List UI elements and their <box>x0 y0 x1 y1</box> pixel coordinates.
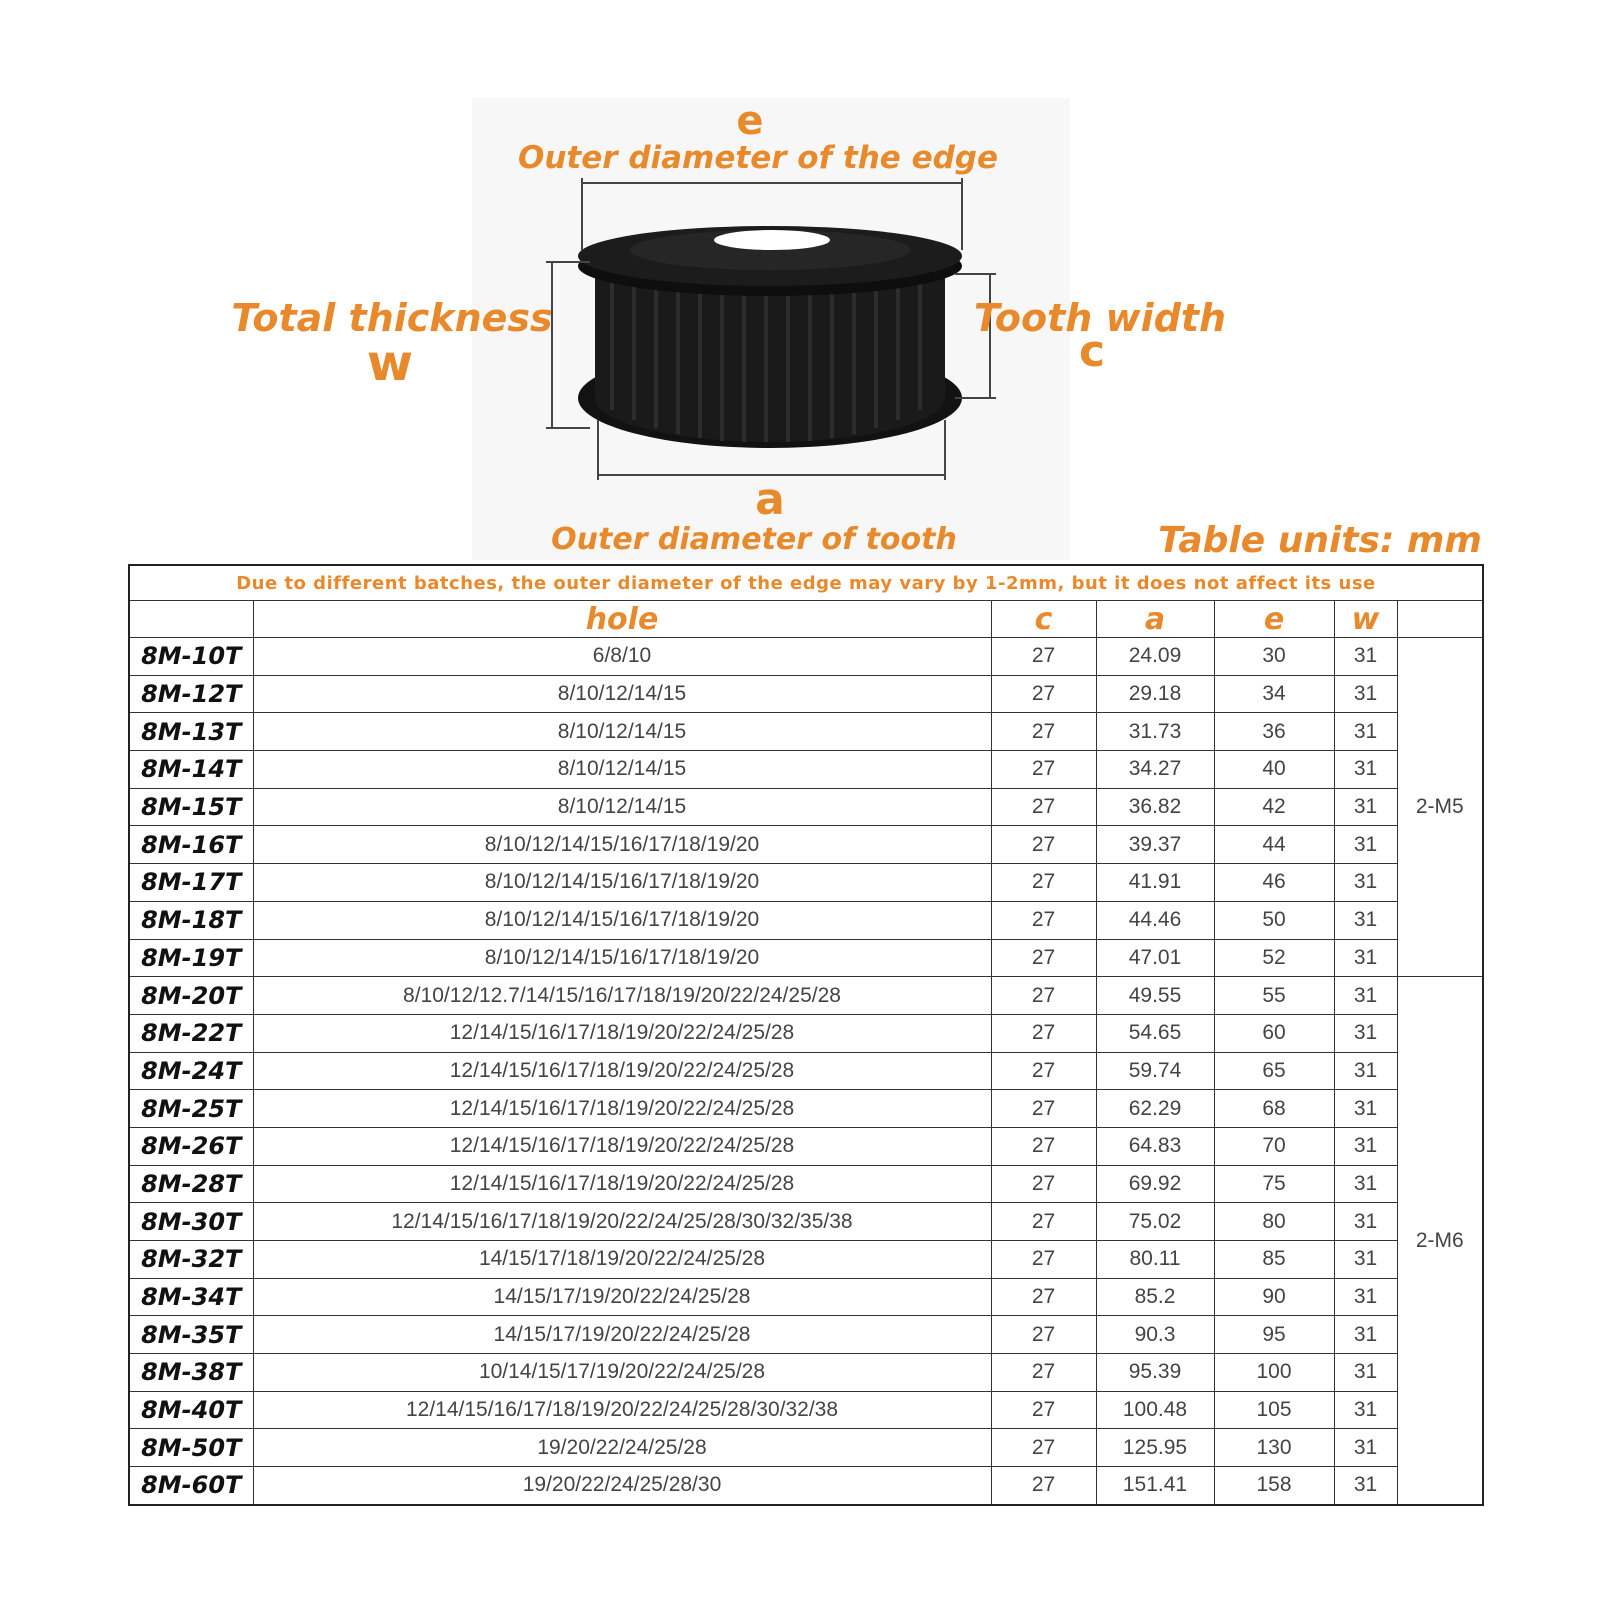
a-cell: 47.01 <box>1096 939 1214 977</box>
hole-cell: 8/10/12/14/15 <box>253 713 991 751</box>
hole-cell: 12/14/15/16/17/18/19/20/22/24/25/28 <box>253 1090 991 1128</box>
e-cell: 158 <box>1214 1467 1334 1505</box>
model-cell: 8M-25T <box>129 1090 253 1128</box>
w-cell: 31 <box>1334 1090 1397 1128</box>
w-cell: 31 <box>1334 1278 1397 1316</box>
screw-spec-cell: 2-M6 <box>1397 977 1483 1505</box>
hole-cell: 8/10/12/14/15 <box>253 751 991 789</box>
a-cell: 100.48 <box>1096 1391 1214 1429</box>
a-cell: 24.09 <box>1096 638 1214 676</box>
header-e: e <box>1214 601 1334 638</box>
w-cell: 31 <box>1334 1316 1397 1354</box>
e-cell: 46 <box>1214 864 1334 902</box>
e-cell: 130 <box>1214 1429 1334 1467</box>
hole-cell: 8/10/12/14/15/16/17/18/19/20 <box>253 864 991 902</box>
e-cell: 60 <box>1214 1014 1334 1052</box>
hole-cell: 19/20/22/24/25/28/30 <box>253 1467 991 1505</box>
model-cell: 8M-35T <box>129 1316 253 1354</box>
table-row <box>129 1014 1483 1052</box>
hole-cell: 12/14/15/16/17/18/19/20/22/24/25/28 <box>253 1052 991 1090</box>
w-cell: 31 <box>1334 1203 1397 1241</box>
hole-cell: 12/14/15/16/17/18/19/20/22/24/25/28/30/32/35/38 <box>253 1203 991 1241</box>
model-cell: 8M-15T <box>129 788 253 826</box>
table-row <box>129 638 1483 676</box>
w-cell: 31 <box>1334 1354 1397 1392</box>
c-cell: 27 <box>991 675 1096 713</box>
model-cell: 8M-18T <box>129 901 253 939</box>
c-cell: 27 <box>991 1429 1096 1467</box>
hole-cell: 12/14/15/16/17/18/19/20/22/24/25/28/30/32/38 <box>253 1391 991 1429</box>
w-cell: 31 <box>1334 1052 1397 1090</box>
e-cell: 34 <box>1214 675 1334 713</box>
a-cell: 80.11 <box>1096 1241 1214 1279</box>
model-cell: 8M-16T <box>129 826 253 864</box>
model-cell: 8M-10T <box>129 638 253 676</box>
hole-cell: 12/14/15/16/17/18/19/20/22/24/25/28 <box>253 1127 991 1165</box>
hole-cell: 6/8/10 <box>253 638 991 676</box>
w-cell: 31 <box>1334 864 1397 902</box>
w-cell: 31 <box>1334 1127 1397 1165</box>
c-cell: 27 <box>991 638 1096 676</box>
e-cell: 65 <box>1214 1052 1334 1090</box>
hole-cell: 14/15/17/19/20/22/24/25/28 <box>253 1278 991 1316</box>
w-cell: 31 <box>1334 1391 1397 1429</box>
spec-table-container <box>128 564 1482 1506</box>
c-cell: 27 <box>991 1127 1096 1165</box>
a-letter: a <box>755 474 785 525</box>
header-a: a <box>1096 601 1214 638</box>
w-cell: 31 <box>1334 638 1397 676</box>
a-cell: 64.83 <box>1096 1127 1214 1165</box>
c-cell: 27 <box>991 1165 1096 1203</box>
e-label: Outer diameter of the edge <box>517 140 999 176</box>
e-cell: 105 <box>1214 1391 1334 1429</box>
a-cell: 49.55 <box>1096 977 1214 1015</box>
e-cell: 30 <box>1214 638 1334 676</box>
model-cell: 8M-34T <box>129 1278 253 1316</box>
model-cell: 8M-28T <box>129 1165 253 1203</box>
a-cell: 59.74 <box>1096 1052 1214 1090</box>
table-row <box>129 864 1483 902</box>
table-row <box>129 1165 1483 1203</box>
e-letter: e <box>736 98 764 144</box>
w-cell: 31 <box>1334 788 1397 826</box>
c-cell: 27 <box>991 1467 1096 1505</box>
table-row <box>129 826 1483 864</box>
w-cell: 31 <box>1334 939 1397 977</box>
table-units: Table units: mm <box>1158 520 1482 560</box>
c-label: Tooth width <box>973 296 1227 340</box>
table-row <box>129 1203 1483 1241</box>
table-row <box>129 1316 1483 1354</box>
table-row <box>129 939 1483 977</box>
table-row <box>129 1354 1483 1392</box>
hole-cell: 10/14/15/17/19/20/22/24/25/28 <box>253 1354 991 1392</box>
hole-cell: 8/10/12/14/15 <box>253 788 991 826</box>
e-cell: 70 <box>1214 1127 1334 1165</box>
a-cell: 62.29 <box>1096 1090 1214 1128</box>
model-cell: 8M-12T <box>129 675 253 713</box>
model-cell: 8M-40T <box>129 1391 253 1429</box>
hole-cell: 12/14/15/16/17/18/19/20/22/24/25/28 <box>253 1165 991 1203</box>
table-row <box>129 1127 1483 1165</box>
c-cell: 27 <box>991 1090 1096 1128</box>
e-cell: 36 <box>1214 713 1334 751</box>
header-row <box>129 601 1483 638</box>
table-row <box>129 1467 1483 1505</box>
e-cell: 40 <box>1214 751 1334 789</box>
pulley-diagram <box>0 0 1600 560</box>
c-cell: 27 <box>991 1391 1096 1429</box>
a-cell: 29.18 <box>1096 675 1214 713</box>
e-cell: 42 <box>1214 788 1334 826</box>
hole-cell: 14/15/17/19/20/22/24/25/28 <box>253 1316 991 1354</box>
header-c: c <box>991 601 1096 638</box>
model-cell: 8M-24T <box>129 1052 253 1090</box>
a-cell: 85.2 <box>1096 1278 1214 1316</box>
table-body <box>129 638 1483 1505</box>
a-cell: 54.65 <box>1096 1014 1214 1052</box>
model-cell: 8M-22T <box>129 1014 253 1052</box>
table-row <box>129 675 1483 713</box>
w-label: Total thickness <box>231 296 553 340</box>
model-cell: 8M-60T <box>129 1467 253 1505</box>
c-cell: 27 <box>991 826 1096 864</box>
e-cell: 44 <box>1214 826 1334 864</box>
c-cell: 27 <box>991 1203 1096 1241</box>
a-cell: 44.46 <box>1096 901 1214 939</box>
model-cell: 8M-17T <box>129 864 253 902</box>
a-cell: 75.02 <box>1096 1203 1214 1241</box>
a-cell: 31.73 <box>1096 713 1214 751</box>
c-cell: 27 <box>991 864 1096 902</box>
hole-cell: 8/10/12/14/15/16/17/18/19/20 <box>253 826 991 864</box>
model-cell: 8M-26T <box>129 1127 253 1165</box>
w-letter: w <box>366 334 414 392</box>
e-cell: 90 <box>1214 1278 1334 1316</box>
hole-cell: 8/10/12/14/15/16/17/18/19/20 <box>253 901 991 939</box>
e-cell: 100 <box>1214 1354 1334 1392</box>
model-cell: 8M-20T <box>129 977 253 1015</box>
e-cell: 55 <box>1214 977 1334 1015</box>
table-row <box>129 1278 1483 1316</box>
c-cell: 27 <box>991 901 1096 939</box>
table-row <box>129 788 1483 826</box>
hole-cell: 8/10/12/14/15 <box>253 675 991 713</box>
model-cell: 8M-14T <box>129 751 253 789</box>
a-label: Outer diameter of tooth <box>551 522 957 557</box>
a-cell: 36.82 <box>1096 788 1214 826</box>
a-cell: 151.41 <box>1096 1467 1214 1505</box>
a-cell: 39.37 <box>1096 826 1214 864</box>
header-model <box>129 601 253 638</box>
model-cell: 8M-13T <box>129 713 253 751</box>
c-cell: 27 <box>991 788 1096 826</box>
table-row <box>129 1090 1483 1128</box>
header-screw <box>1397 601 1483 638</box>
a-cell: 125.95 <box>1096 1429 1214 1467</box>
w-cell: 31 <box>1334 826 1397 864</box>
e-cell: 68 <box>1214 1090 1334 1128</box>
c-cell: 27 <box>991 939 1096 977</box>
note-row <box>129 565 1483 601</box>
table-row <box>129 1429 1483 1467</box>
e-cell: 50 <box>1214 901 1334 939</box>
table-row <box>129 901 1483 939</box>
c-cell: 27 <box>991 751 1096 789</box>
hole-cell: 19/20/22/24/25/28 <box>253 1429 991 1467</box>
table-row <box>129 1391 1483 1429</box>
table-row <box>129 751 1483 789</box>
w-cell: 31 <box>1334 751 1397 789</box>
w-cell: 31 <box>1334 675 1397 713</box>
model-cell: 8M-38T <box>129 1354 253 1392</box>
c-cell: 27 <box>991 1014 1096 1052</box>
w-cell: 31 <box>1334 901 1397 939</box>
c-cell: 27 <box>991 1278 1096 1316</box>
c-cell: 27 <box>991 977 1096 1015</box>
spec-table <box>128 564 1484 1506</box>
hole-cell: 8/10/12/14/15/16/17/18/19/20 <box>253 939 991 977</box>
a-cell: 34.27 <box>1096 751 1214 789</box>
header-hole: hole <box>253 601 991 638</box>
w-cell: 31 <box>1334 1165 1397 1203</box>
model-cell: 8M-32T <box>129 1241 253 1279</box>
w-cell: 31 <box>1334 977 1397 1015</box>
w-cell: 31 <box>1334 1241 1397 1279</box>
hole-cell: 8/10/12/12.7/14/15/16/17/18/19/20/22/24/25/28 <box>253 977 991 1015</box>
hole-cell: 12/14/15/16/17/18/19/20/22/24/25/28 <box>253 1014 991 1052</box>
e-cell: 80 <box>1214 1203 1334 1241</box>
table-row <box>129 1241 1483 1279</box>
e-cell: 85 <box>1214 1241 1334 1279</box>
c-letter: c <box>1078 326 1106 377</box>
hole-cell: 14/15/17/18/19/20/22/24/25/28 <box>253 1241 991 1279</box>
e-cell: 95 <box>1214 1316 1334 1354</box>
c-cell: 27 <box>991 713 1096 751</box>
a-cell: 90.3 <box>1096 1316 1214 1354</box>
e-cell: 75 <box>1214 1165 1334 1203</box>
model-cell: 8M-50T <box>129 1429 253 1467</box>
c-cell: 27 <box>991 1316 1096 1354</box>
pulley-illustration <box>578 226 962 448</box>
model-cell: 8M-30T <box>129 1203 253 1241</box>
c-cell: 27 <box>991 1241 1096 1279</box>
w-cell: 31 <box>1334 1014 1397 1052</box>
table-row <box>129 1052 1483 1090</box>
e-cell: 52 <box>1214 939 1334 977</box>
a-cell: 95.39 <box>1096 1354 1214 1392</box>
screw-spec-cell: 2-M5 <box>1397 638 1483 977</box>
w-cell: 31 <box>1334 1429 1397 1467</box>
batch-note: Due to different batches, the outer diameter of the edge may vary by 1-2mm, but it does not affect its use <box>129 565 1483 601</box>
w-cell: 31 <box>1334 1467 1397 1505</box>
c-cell: 27 <box>991 1354 1096 1392</box>
table-row <box>129 713 1483 751</box>
header-w: w <box>1334 601 1397 638</box>
a-cell: 41.91 <box>1096 864 1214 902</box>
a-cell: 69.92 <box>1096 1165 1214 1203</box>
table-row <box>129 977 1483 1015</box>
c-cell: 27 <box>991 1052 1096 1090</box>
model-cell: 8M-19T <box>129 939 253 977</box>
w-cell: 31 <box>1334 713 1397 751</box>
